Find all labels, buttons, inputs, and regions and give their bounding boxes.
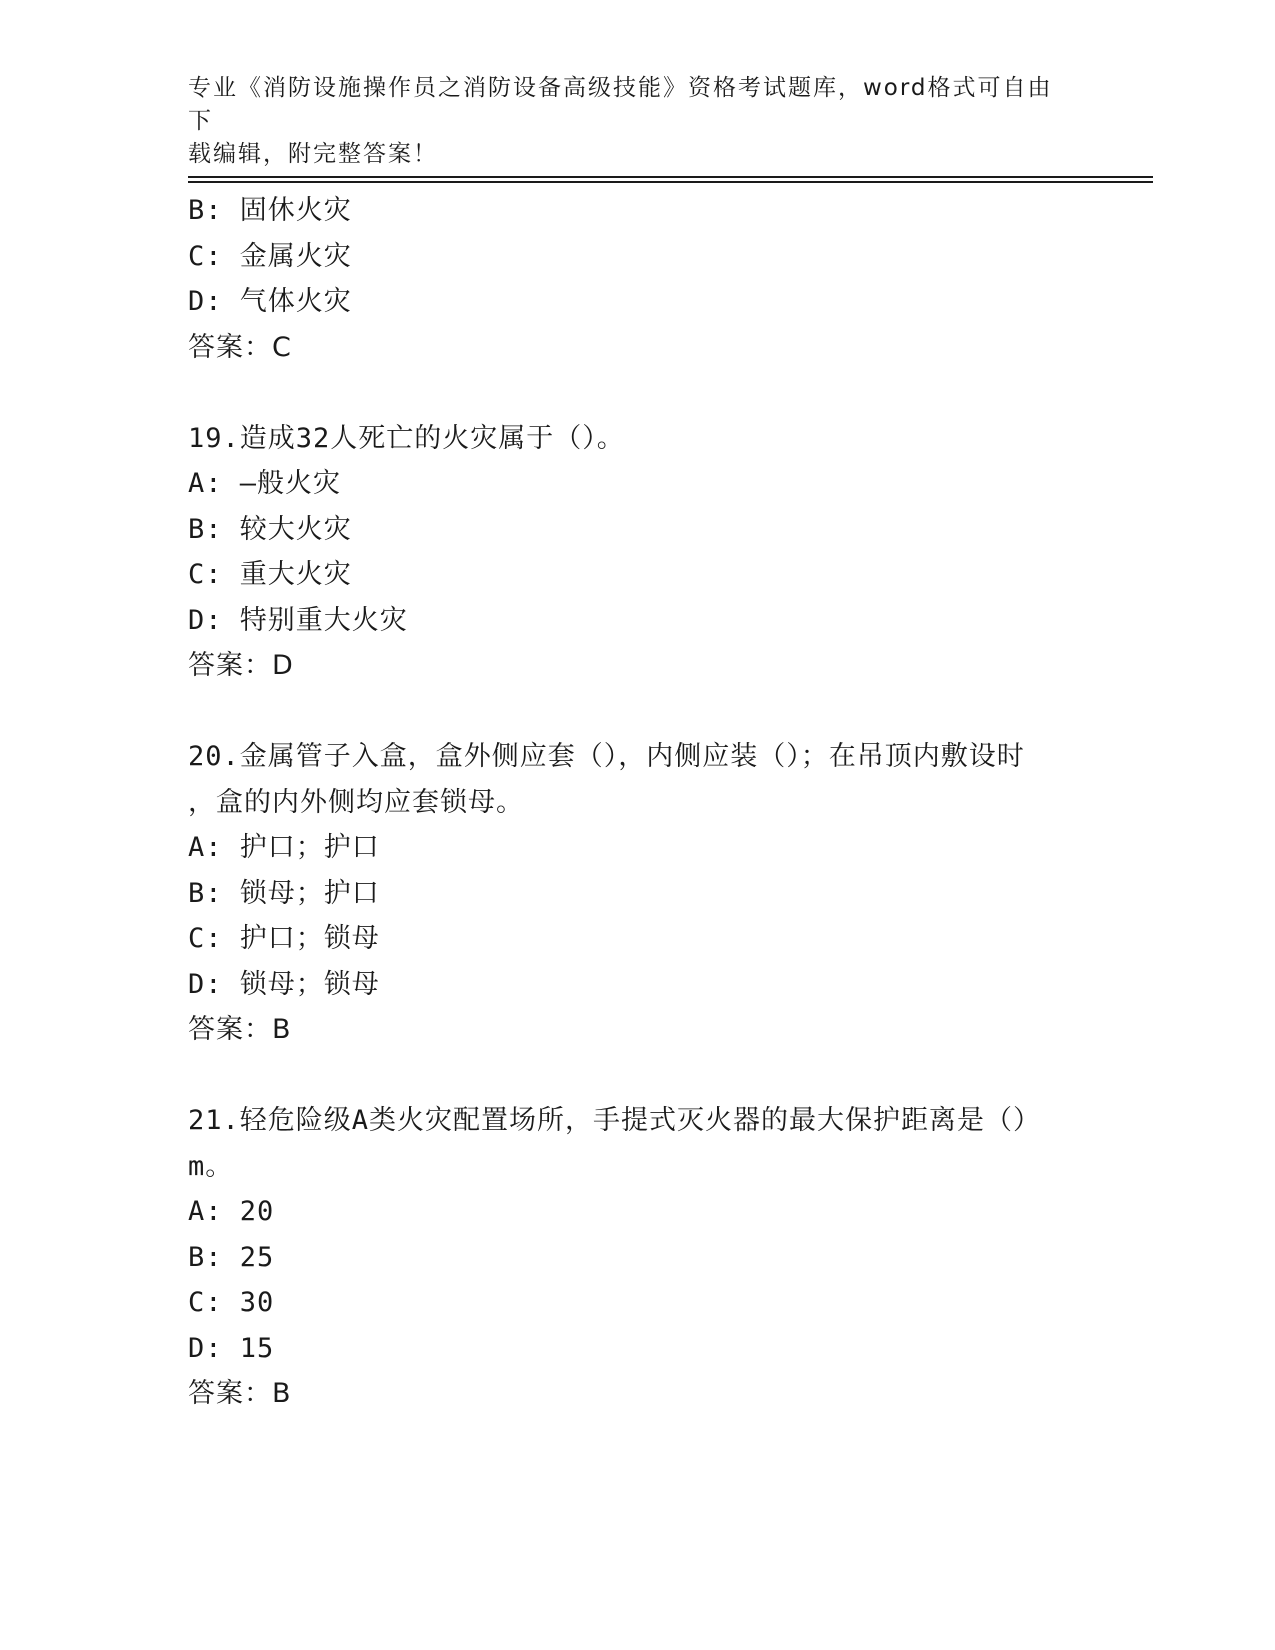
document-header bbox=[188, 72, 1068, 171]
question-fragment bbox=[188, 188, 1088, 370]
spacer bbox=[188, 689, 1088, 735]
header-line-2: 载编辑，附完整答案！ bbox=[188, 141, 438, 167]
question-21 bbox=[188, 1098, 1088, 1417]
option-a: A: —般火灾 bbox=[188, 468, 342, 499]
header-line-1: 专业《消防设施操作员之消防设备高级技能》资格考试题库，word格式可自由下 bbox=[188, 75, 1053, 134]
question-text: 19.造成32人死亡的火灾属于（）。 bbox=[188, 422, 625, 454]
option-d: D: 锁母；锁母 bbox=[188, 968, 380, 1000]
option-c: C: 30 bbox=[188, 1287, 275, 1318]
option-c: C: 金属火灾 bbox=[188, 240, 352, 272]
spacer bbox=[188, 1053, 1088, 1099]
option-a: A: 20 bbox=[188, 1196, 275, 1227]
answer-line: 答案：D bbox=[188, 650, 294, 681]
option-c: C: 重大火灾 bbox=[188, 559, 352, 590]
question-20 bbox=[188, 734, 1088, 1053]
question-19 bbox=[188, 416, 1088, 689]
option-d: D: 15 bbox=[188, 1332, 275, 1364]
answer-line: 答案：C bbox=[188, 331, 292, 363]
question-text-continued: m。 bbox=[188, 1150, 234, 1182]
option-c: C: 护口；锁母 bbox=[188, 923, 380, 954]
question-text: 21.轻危险级A类火灾配置场所，手提式灭火器的最大保护距离是（） bbox=[188, 1105, 1042, 1136]
question-text: 20.金属管子入盒，盒外侧应套（），内侧应装（）；在吊顶内敷设时 bbox=[188, 741, 1025, 772]
option-b: B: 较大火灾 bbox=[188, 513, 352, 545]
answer-line: 答案：B bbox=[188, 1014, 292, 1045]
option-b: B: 锁母；护口 bbox=[188, 877, 380, 909]
header-rule-top bbox=[188, 176, 1153, 178]
question-list bbox=[188, 188, 1088, 1417]
option-b: B: 固休火灾 bbox=[188, 195, 352, 226]
answer-line: 答案：B bbox=[188, 1378, 292, 1409]
question-text-continued: ，盒的内外侧均应套锁母。 bbox=[188, 786, 524, 818]
option-d: D: 气体火灾 bbox=[188, 286, 352, 317]
option-b: B: 25 bbox=[188, 1241, 275, 1273]
option-a: A: 护口；护口 bbox=[188, 832, 380, 863]
option-d: D: 特别重大火灾 bbox=[188, 604, 408, 636]
spacer bbox=[188, 370, 1088, 416]
header-rule-bottom bbox=[188, 181, 1153, 183]
